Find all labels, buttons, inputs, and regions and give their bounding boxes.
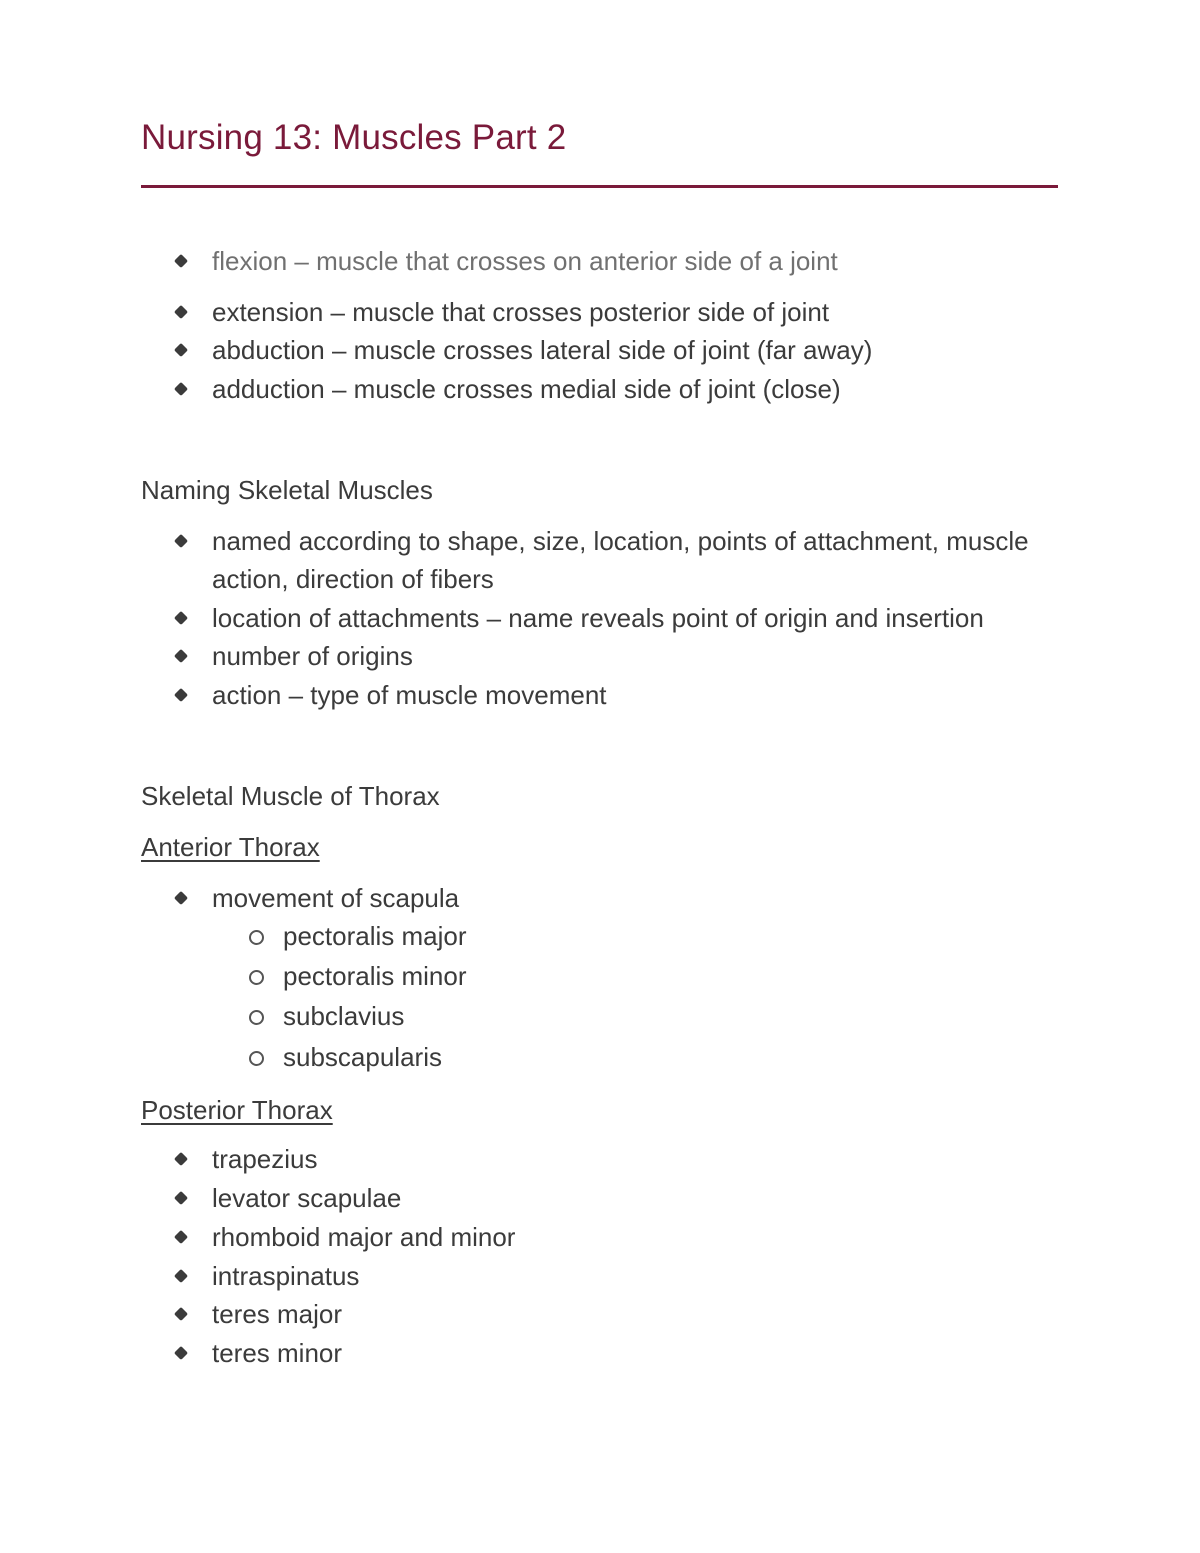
- bullet-icon: [174, 611, 188, 625]
- bullet-icon: [174, 343, 188, 357]
- page-title: Nursing 13: Muscles Part 2: [141, 118, 567, 157]
- list-item: trapezius: [212, 1144, 318, 1174]
- subheading-posterior-thorax: Posterior Thorax: [141, 1095, 333, 1125]
- sub-list-item: pectoralis minor: [283, 961, 467, 991]
- sub-list-item: subscapularis: [283, 1042, 442, 1072]
- list-item: intraspinatus: [212, 1261, 360, 1291]
- section-heading-thorax: Skeletal Muscle of Thorax: [141, 781, 440, 811]
- list-item: adduction – muscle crosses medial side of joint (close): [212, 374, 841, 404]
- bullet-icon: [174, 382, 188, 396]
- bullet-icon: [174, 1152, 188, 1166]
- list-item: movement of scapula: [212, 883, 460, 913]
- list-item: abduction – muscle crosses lateral side of joint (far away): [212, 335, 873, 365]
- bullet-icon: [174, 1191, 188, 1205]
- bullet-icon: [174, 1346, 188, 1360]
- circle-bullet-icon: [249, 930, 264, 945]
- list-item: number of origins: [212, 641, 413, 671]
- bullet-icon: [174, 688, 188, 702]
- list-item: extension – muscle that crosses posterior side of joint: [212, 297, 830, 327]
- list-item-continuation: action, direction of fibers: [212, 564, 494, 594]
- bullet-icon: [174, 1230, 188, 1244]
- list-item: teres minor: [212, 1338, 343, 1368]
- list-item: named according to shape, size, location, points of attachment, muscle: [212, 526, 1029, 556]
- subheading-anterior-thorax: Anterior Thorax: [141, 832, 320, 862]
- bullet-icon: [174, 891, 188, 905]
- list-item: teres major: [212, 1299, 343, 1329]
- list-item: action – type of muscle movement: [212, 680, 607, 710]
- section-heading-naming: Naming Skeletal Muscles: [141, 475, 433, 505]
- bullet-icon: [174, 1307, 188, 1321]
- list-item: flexion – muscle that crosses on anterior side of a joint: [212, 246, 838, 276]
- bullet-icon: [174, 1269, 188, 1283]
- sub-list-item: subclavius: [283, 1001, 405, 1031]
- list-item: location of attachments – name reveals point of origin and insertion: [212, 603, 984, 633]
- circle-bullet-icon: [249, 1010, 264, 1025]
- bullet-icon: [174, 649, 188, 663]
- sub-list-item: pectoralis major: [283, 921, 467, 951]
- list-item: levator scapulae: [212, 1183, 402, 1213]
- circle-bullet-icon: [249, 1051, 264, 1066]
- bullet-icon: [174, 534, 188, 548]
- title-divider: [141, 185, 1058, 188]
- list-item: rhomboid major and minor: [212, 1222, 516, 1252]
- bullet-icon: [174, 254, 188, 268]
- circle-bullet-icon: [249, 970, 264, 985]
- bullet-icon: [174, 305, 188, 319]
